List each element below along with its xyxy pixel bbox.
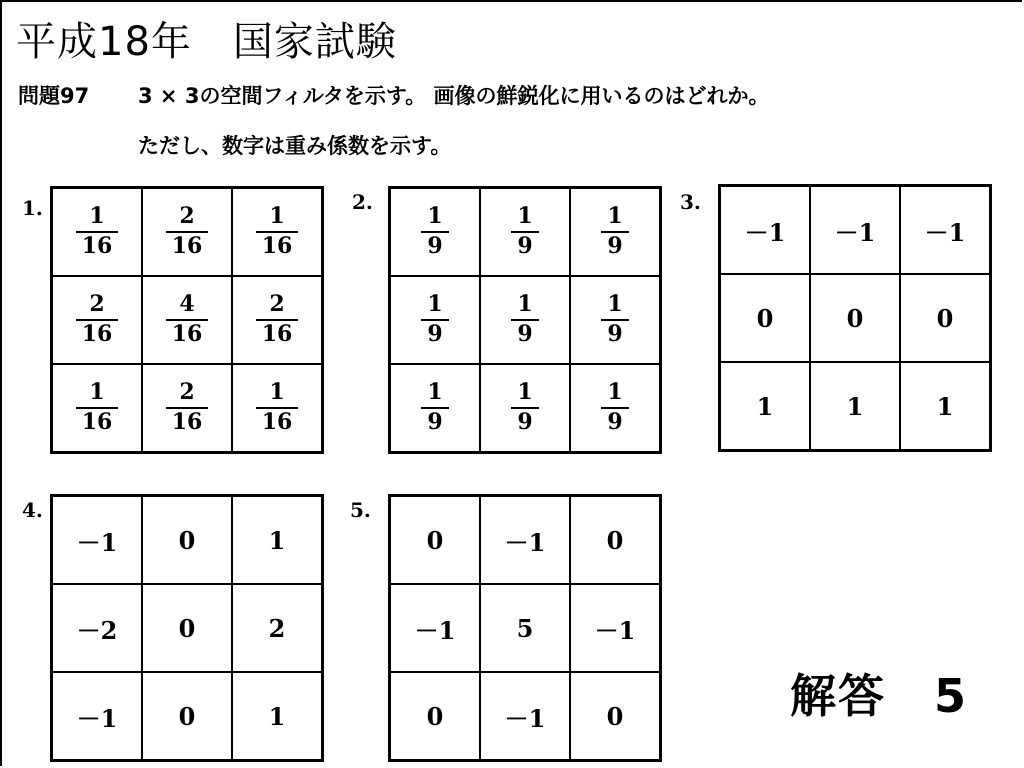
option-2-cell <box>570 276 661 364</box>
cell-numerator: 1 <box>517 290 533 317</box>
option-1-cell <box>52 188 143 277</box>
option-5-cell: 0 <box>570 672 661 761</box>
cell-numerator: 1 <box>427 290 443 317</box>
option-1-cell <box>232 364 323 453</box>
option-4-cell: 0 <box>142 584 232 672</box>
answer-text: 解答 5 <box>790 669 969 723</box>
option-5-cell: 5 <box>480 584 570 672</box>
cell-denominator: 9 <box>427 321 443 348</box>
option-4-cell: 0 <box>142 496 232 585</box>
option-2-cell <box>480 276 570 364</box>
option-1-cell <box>142 364 232 453</box>
option-5-cell: －1 <box>570 584 661 672</box>
option-3-cell: －1 <box>720 186 811 275</box>
cell-denominator: 9 <box>607 233 623 260</box>
option-5-cell: －1 <box>480 672 570 761</box>
cell-numerator: 1 <box>89 378 105 405</box>
cell-numerator: 1 <box>427 202 443 229</box>
cell-denominator: 16 <box>261 233 293 260</box>
option-5-cell: 0 <box>390 672 481 761</box>
cell-denominator: 16 <box>171 321 203 348</box>
option-4-cell: 1 <box>232 672 323 761</box>
option-4-cell: 1 <box>232 496 323 585</box>
option-1-cell <box>232 188 323 277</box>
option-2-cell <box>480 188 570 277</box>
option-2-cell <box>570 188 661 277</box>
cell-numerator: 2 <box>179 378 195 405</box>
cell-denominator: 16 <box>81 409 113 436</box>
option-3-cell: －1 <box>810 186 900 275</box>
option-4-cell: －1 <box>52 672 143 761</box>
cell-numerator: 1 <box>89 202 105 229</box>
cell-numerator: 1 <box>607 290 623 317</box>
option-2-number: 2. <box>352 190 373 214</box>
option-1-cell <box>142 276 232 364</box>
option-5-cell: 0 <box>570 496 661 585</box>
cell-denominator: 9 <box>427 233 443 260</box>
option-5-cell: －1 <box>390 584 481 672</box>
option-5-cell: －1 <box>480 496 570 585</box>
cell-denominator: 9 <box>607 409 623 436</box>
cell-numerator: 2 <box>269 290 285 317</box>
option-1-cell <box>52 364 143 453</box>
option-3-cell: 1 <box>720 362 811 451</box>
cell-denominator: 9 <box>517 409 533 436</box>
cell-denominator: 9 <box>517 233 533 260</box>
option-5-cell: 0 <box>390 496 481 585</box>
option-1-number: 1. <box>22 196 43 220</box>
option-5-filter <box>388 494 662 762</box>
option-3-cell: 1 <box>810 362 900 451</box>
question-text: 3 × 3の空間フィルタを示す。 画像の鮮鋭化に用いるのはどれか。 <box>138 84 770 108</box>
option-4-number: 4. <box>22 498 43 522</box>
cell-numerator: 1 <box>427 378 443 405</box>
cell-denominator: 16 <box>81 233 113 260</box>
option-3-cell: －1 <box>900 186 991 275</box>
option-2-cell <box>390 276 481 364</box>
option-3-filter <box>718 184 992 452</box>
question-note: ただし、数字は重み係数を示す。 <box>138 134 452 158</box>
cell-numerator: 1 <box>607 202 623 229</box>
question-label: 問題97 <box>18 84 90 108</box>
cell-numerator: 4 <box>179 290 195 317</box>
option-3-number: 3. <box>680 190 701 214</box>
page-title: 平成18年 国家試験 <box>16 19 397 65</box>
option-2-cell <box>390 364 481 453</box>
cell-numerator: 2 <box>89 290 105 317</box>
cell-denominator: 16 <box>261 409 293 436</box>
option-1-filter <box>50 186 324 454</box>
cell-denominator: 16 <box>171 409 203 436</box>
option-3-cell: 0 <box>900 274 991 362</box>
option-5-number: 5. <box>350 498 371 522</box>
cell-numerator: 1 <box>269 378 285 405</box>
option-2-cell <box>480 364 570 453</box>
option-4-cell: －1 <box>52 496 143 585</box>
cell-numerator: 1 <box>517 202 533 229</box>
option-3-cell: 0 <box>720 274 811 362</box>
cell-denominator: 9 <box>517 321 533 348</box>
option-4-cell: －2 <box>52 584 143 672</box>
option-2-filter <box>388 186 662 454</box>
option-4-cell: 2 <box>232 584 323 672</box>
cell-numerator: 1 <box>269 202 285 229</box>
cell-numerator: 2 <box>179 202 195 229</box>
option-1-cell <box>52 276 143 364</box>
option-4-filter <box>50 494 324 762</box>
cell-denominator: 16 <box>81 321 113 348</box>
cell-denominator: 16 <box>171 233 203 260</box>
cell-numerator: 1 <box>607 378 623 405</box>
cell-denominator: 16 <box>261 321 293 348</box>
option-1-cell <box>232 276 323 364</box>
option-2-cell <box>570 364 661 453</box>
cell-numerator: 1 <box>517 378 533 405</box>
option-1-cell <box>142 188 232 277</box>
cell-denominator: 9 <box>607 321 623 348</box>
cell-denominator: 9 <box>427 409 443 436</box>
option-3-cell: 0 <box>810 274 900 362</box>
option-4-cell: 0 <box>142 672 232 761</box>
option-2-cell <box>390 188 481 277</box>
option-3-cell: 1 <box>900 362 991 451</box>
